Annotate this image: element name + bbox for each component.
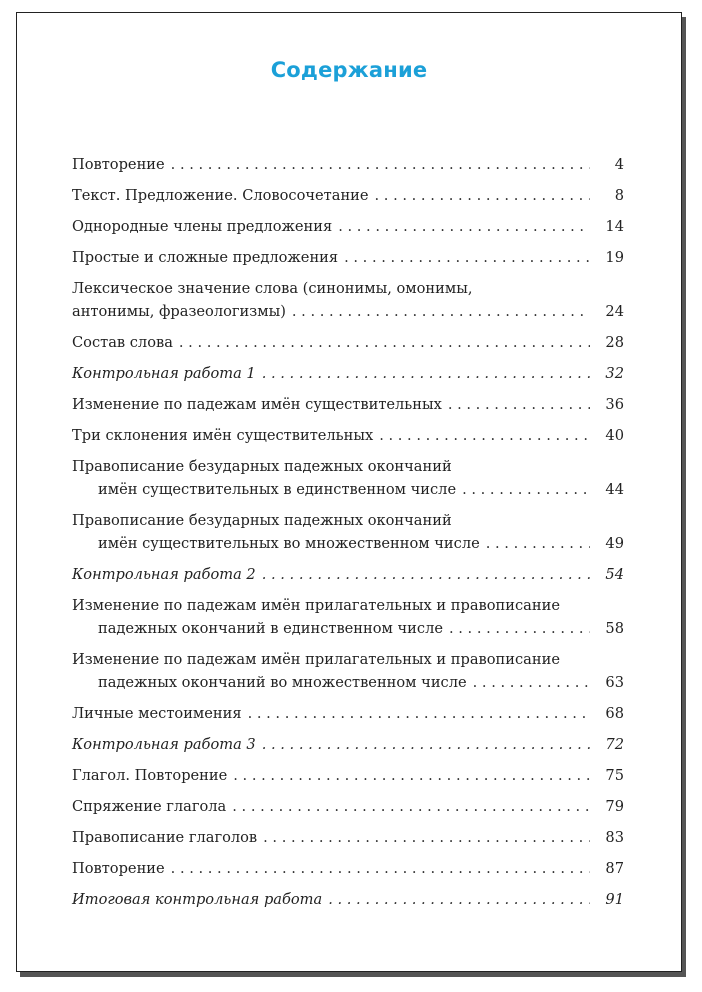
toc-entry-title: Повторение	[72, 860, 165, 877]
toc-entry	[72, 826, 624, 849]
toc-entry-title: имён существительных во множественном числе	[98, 535, 480, 552]
toc-entry	[72, 184, 624, 207]
toc-entry-title: Правописание глаголов	[72, 829, 258, 846]
dot-leader	[262, 362, 590, 385]
toc-page-number: 40	[605, 427, 624, 444]
dot-leader	[462, 478, 590, 501]
toc-entry-title: имён существительных в единственном числе	[98, 481, 457, 498]
toc-entry-title: падежных окончаний в единственном числе	[98, 620, 443, 637]
page-title: Содержание	[270, 58, 428, 82]
toc-entry-title-line: Правописание безударных падежных окончаний	[72, 458, 452, 475]
dot-leader	[233, 764, 590, 787]
toc-page-number: 44	[605, 481, 624, 498]
dot-leader	[448, 393, 590, 416]
toc-entry	[72, 563, 624, 586]
toc-entry-title: Спряжение глагола	[72, 798, 227, 815]
toc-page-number: 63	[605, 674, 624, 691]
toc-entry-title: Контрольная работа 1	[72, 365, 256, 382]
dot-leader	[328, 888, 590, 911]
dot-leader	[179, 331, 590, 354]
toc-entry-title-line: Лексическое значение слова (синонимы, омонимы,	[72, 280, 473, 297]
toc-page-number: 83	[605, 829, 624, 846]
toc-page-number: 87	[605, 860, 624, 877]
toc-page-number: 54	[605, 566, 624, 583]
dot-leader	[171, 857, 590, 880]
toc-entry	[72, 888, 624, 911]
toc-page-number: 28	[605, 334, 624, 351]
toc-page-number: 58	[605, 620, 624, 637]
toc-entry	[72, 393, 624, 416]
toc-page-number: 75	[605, 767, 624, 784]
dot-leader	[473, 671, 590, 694]
toc-page-number: 68	[605, 705, 624, 722]
toc-entry-title: Текст. Предложение. Словосочетание	[72, 187, 369, 204]
dot-leader	[262, 563, 590, 586]
toc-entry	[72, 795, 624, 818]
toc-entry-title: Однородные члены предложения	[72, 218, 333, 235]
toc-entry-title: Итоговая контрольная работа	[72, 891, 323, 908]
toc-page-number: 14	[605, 218, 624, 235]
toc-entry-title-line: Изменение по падежам имён прилагательных и правописание	[72, 597, 560, 614]
dot-leader	[232, 795, 590, 818]
toc-entry-title-line: Правописание безударных падежных окончаний	[72, 512, 452, 529]
toc-page-number: 24	[605, 303, 624, 320]
dot-leader	[449, 617, 590, 640]
dot-leader	[486, 532, 590, 555]
toc-entry-title: Простые и сложные предложения	[72, 249, 339, 266]
toc-entry	[72, 246, 624, 269]
toc-entry-title: Три склонения имён существительных	[72, 427, 374, 444]
toc-entry-title-line: Изменение по падежам имён прилагательных и правописание	[72, 651, 560, 668]
dot-leader	[171, 153, 590, 176]
toc-page-number: 4	[614, 156, 624, 173]
toc-entry-title: падежных окончаний во множественном числе	[98, 674, 467, 691]
toc-entry	[72, 764, 624, 787]
toc-entry-title: Глагол. Повторение	[72, 767, 228, 784]
dot-leader	[375, 184, 590, 207]
toc-entry-title: антонимы, фразеологизмы)	[72, 303, 286, 320]
toc-page-number: 72	[605, 736, 624, 753]
toc-entry	[72, 594, 624, 640]
toc-entry	[72, 277, 624, 323]
toc-entry-title: Контрольная работа 3	[72, 736, 256, 753]
table-of-contents	[72, 153, 624, 911]
document-page	[16, 12, 682, 972]
toc-page-number: 8	[614, 187, 624, 204]
toc-entry-title: Повторение	[72, 156, 165, 173]
toc-entry	[72, 733, 624, 756]
toc-entry	[72, 857, 624, 880]
toc-entry	[72, 424, 624, 447]
toc-entry-title: Изменение по падежам имён существительных	[72, 396, 442, 413]
toc-entry	[72, 215, 624, 238]
toc-entry	[72, 702, 624, 725]
toc-page-number: 36	[605, 396, 624, 413]
dot-leader	[262, 733, 590, 756]
toc-entry	[72, 648, 624, 694]
dot-leader	[248, 702, 590, 725]
toc-entry	[72, 509, 624, 555]
toc-entry-title: Контрольная работа 2	[72, 566, 256, 583]
dot-leader	[292, 300, 590, 323]
toc-page-number: 91	[605, 891, 624, 908]
toc-page-number: 79	[605, 798, 624, 815]
toc-entry-title: Личные местоимения	[72, 705, 242, 722]
toc-entry	[72, 331, 624, 354]
dot-leader	[263, 826, 590, 849]
toc-entry	[72, 153, 624, 176]
toc-entry	[72, 362, 624, 385]
dot-leader	[338, 215, 590, 238]
toc-entry-title: Состав слова	[72, 334, 173, 351]
toc-page-number: 19	[605, 249, 624, 266]
toc-entry	[72, 455, 624, 501]
toc-page-number: 49	[605, 535, 624, 552]
dot-leader	[344, 246, 590, 269]
dot-leader	[379, 424, 590, 447]
toc-page-number: 32	[605, 365, 624, 382]
